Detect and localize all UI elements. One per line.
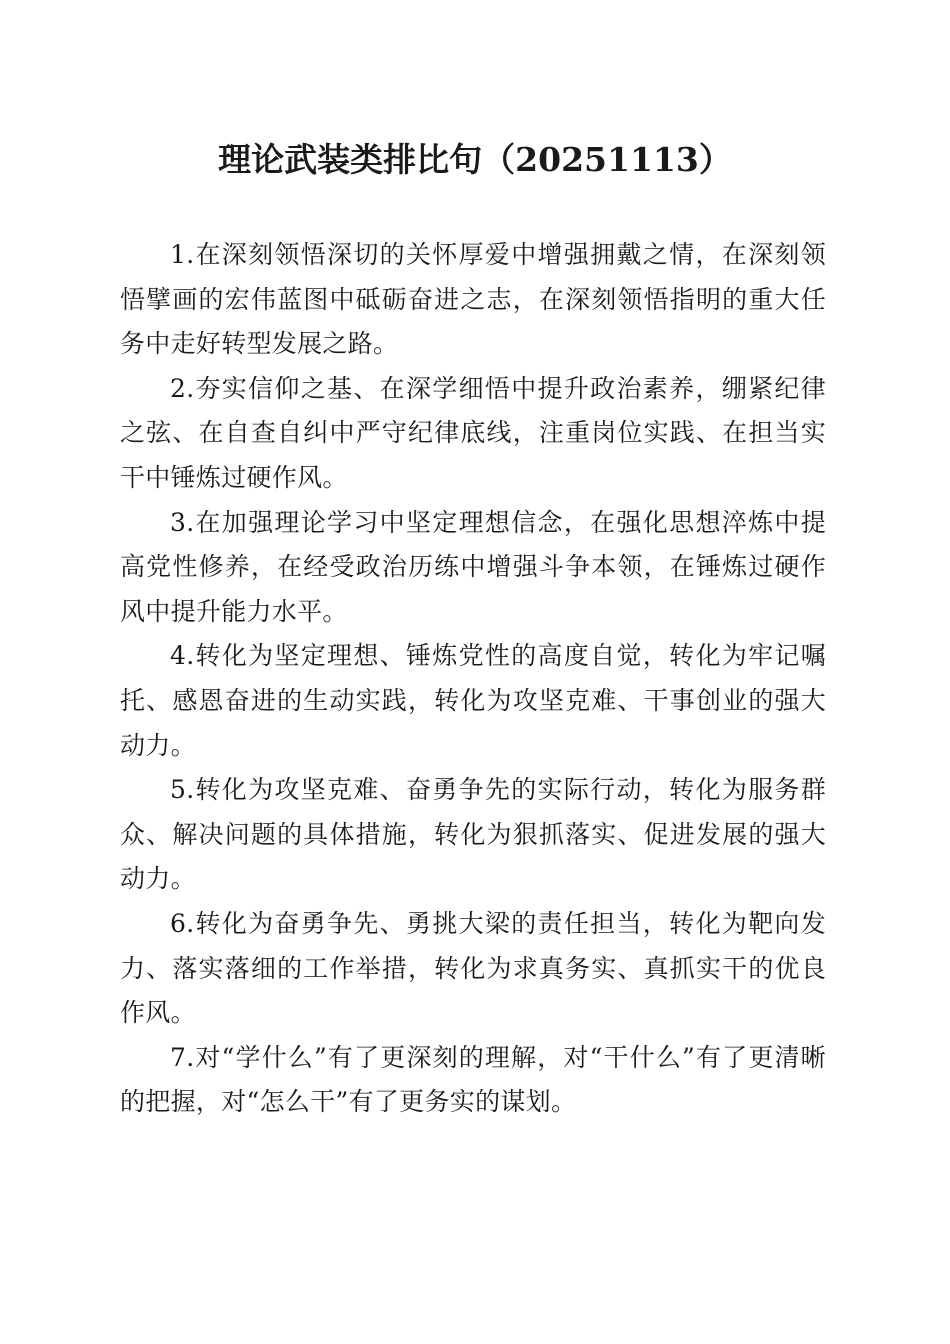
document-title: 理论武装类排比句（20251113） (218, 140, 732, 179)
paragraph-3: 3.在加强理论学习中坚定理想信念，在强化思想淬炼中提高党性修养，在经受政治历练中增强斗争本领，在锤炼过硬作风中提升能力水平。 (120, 507, 826, 626)
paragraph-2: 2.夯实信仰之基、在深学细悟中提升政治素养，绷紧纪律之弦、在自查自纠中严守纪律底线，注重岗位实践、在担当实干中锤炼过硬作风。 (120, 373, 826, 492)
paragraph-1: 1.在深刻领悟深切的关怀厚爱中增强拥戴之情，在深刻领悟擘画的宏伟蓝图中砥砺奋进之志，在深刻领悟指明的重大任务中走好转型发展之路。 (120, 240, 826, 359)
paragraph-4: 4.转化为坚定理想、锤炼党性的高度自觉，转化为牢记嘱托、感恩奋进的生动实践，转化为攻坚克难、干事创业的强大动力。 (120, 641, 826, 760)
paragraph-5: 5.转化为攻坚克难、奋勇争先的实际行动，转化为服务群众、解决问题的具体措施，转化为狠抓落实、促进发展的强大动力。 (120, 775, 826, 894)
paragraph-6: 6.转化为奋勇争先、勇挑大梁的责任担当，转化为靶向发力、落实落细的工作举措，转化为求真务实、真抓实干的优良作风。 (120, 908, 826, 1028)
document-body (120, 233, 826, 1125)
paragraph-7: 7.对“学什么”有了更深刻的理解，对“干什么”有了更清晰的把握，对“怎么干”有了更务实的谋划。 (120, 1042, 826, 1117)
